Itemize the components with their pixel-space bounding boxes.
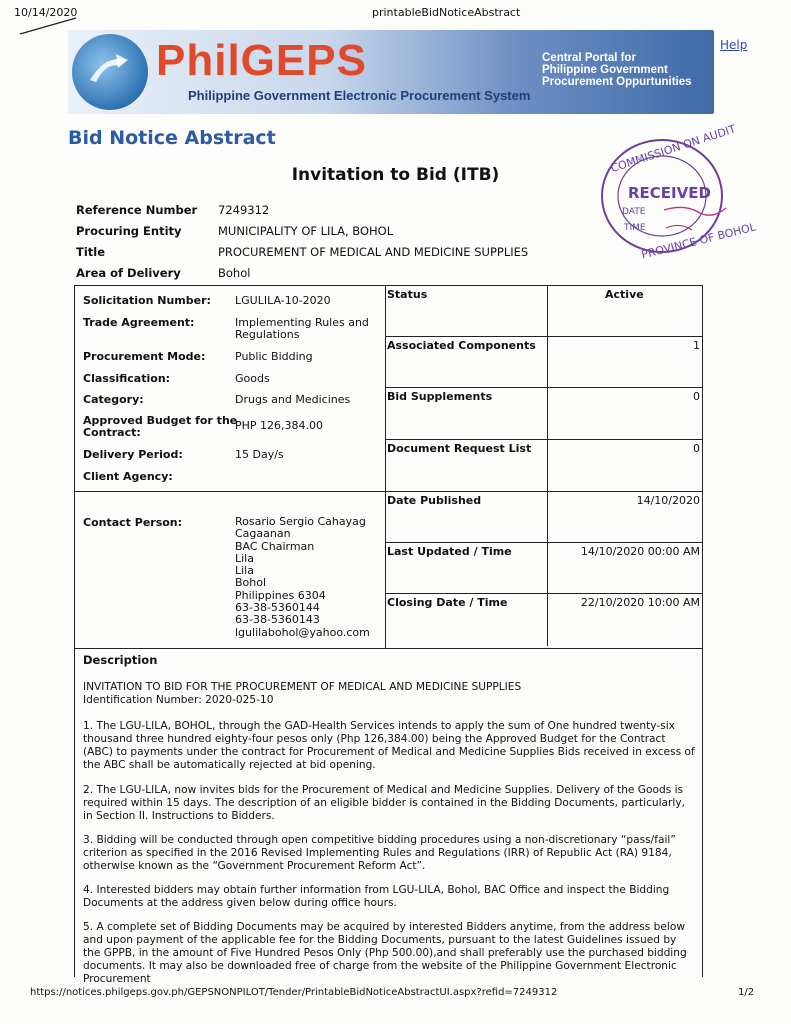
associated-label: Associated Components — [387, 339, 536, 352]
arrow-logo-icon — [86, 50, 130, 90]
published-value: 14/10/2020 — [636, 494, 700, 507]
paragraph-5: 5. A complete set of Bidding Documents may be acquired by interested Bidders anytime, from the address below and upon payment of the applicable fee for the Bidding Documents, pursuant to the latest Guidelines issued by the GPPB, in the amount of Five Hundred Pesos Only (Php 500.00),and shall preferably use the purchased bidding documents. It may also be downloaded free of charge from the website of the Philippine Government Electronic Procurement — [83, 921, 687, 985]
category-value: Drugs and Medicines — [235, 393, 351, 406]
row-line — [385, 336, 702, 337]
paragraph-2: 2. The LGU-LILA, now invites bids for the Procurement of Medical and Medicine Supplies. Delivery of the Goods is required within 15 days. The description of an eligible bidder is contained in the Bidding Documents, particularly, in Section II. Instructions to Bidders. — [83, 784, 685, 822]
trade-value-1: Implementing Rules and — [235, 316, 369, 329]
stamp-line-1: COMMISSION ON AUDIT — [609, 122, 738, 176]
portal-line-3: Procurement Oppurtunities — [542, 76, 692, 88]
portal-line-1: Central Portal for — [542, 52, 636, 64]
paragraph-4: 4. Interested bidders may obtain further information from LGU-LILA, Bohol, BAC Office and inspect the Bidding Documents at the address given below during office hours. — [83, 884, 670, 909]
document-title: Invitation to Bid (ITB) — [291, 165, 500, 185]
document-request-label: Document Request List — [387, 442, 532, 455]
description-heading: Description — [83, 653, 158, 667]
trade-label: Trade Agreement: — [83, 316, 195, 329]
area-label: Area of Delivery — [76, 266, 181, 280]
print-date: 10/14/2020 — [14, 6, 78, 19]
contact-line: BAC Chairman — [235, 539, 315, 553]
page-title: Bid Notice Abstract — [68, 127, 276, 149]
print-title: printableBidNoticeAbstract — [372, 6, 521, 19]
title-label: Title — [76, 245, 106, 259]
brand-subtitle: Philippine Government Electronic Procurement System — [188, 88, 531, 103]
published-label: Date Published — [387, 494, 482, 507]
contact-label: Contact Person: — [83, 516, 183, 529]
delivery-label: Delivery Period: — [83, 448, 183, 461]
page-number: 1/2 — [738, 987, 755, 998]
abc-value: PHP 126,384.00 — [235, 419, 324, 432]
stamp-time-label: TIME — [624, 223, 646, 233]
help-link[interactable]: Help — [720, 38, 748, 52]
updated-value: 14/10/2020 00:00 AM — [580, 545, 700, 558]
stamp-signature — [664, 207, 726, 215]
abc-label-1: Approved Budget for the — [83, 414, 238, 427]
portal-line-2: Philippine Government — [542, 64, 668, 76]
reference-value: 7249312 — [218, 203, 270, 217]
title-value: PROCUREMENT OF MEDICAL AND MEDICINE SUPPLIES — [218, 245, 529, 259]
row-line — [385, 542, 702, 543]
solicitation-label: Solicitation Number: — [83, 294, 211, 307]
contact-line: Lila — [235, 551, 254, 565]
mode-label: Procurement Mode: — [83, 350, 206, 363]
mode-value: Public Bidding — [235, 350, 313, 363]
contact-line: Lila — [235, 564, 254, 578]
details-table — [74, 285, 703, 649]
closing-value: 22/10/2020 10:00 AM — [580, 596, 700, 609]
paragraph-3: 3. Bidding will be conducted through open competitive bidding procedures using a non-discretionary “pass/fail” criterion as specified in the 2016 Revised Implementing Rules and Regulations (IRR) of Republic Act (RA) 9184, otherwise known as the “Government Procurement Reform Act”. — [83, 834, 676, 872]
closing-label: Closing Date / Time — [387, 596, 508, 609]
description-section — [74, 647, 703, 985]
contact-line: Philippines 6304 — [235, 588, 326, 602]
category-label: Category: — [83, 393, 144, 406]
contact-line: Rosario Sergio Cahayag — [235, 515, 366, 528]
delivery-value: 15 Day/s — [235, 448, 284, 461]
contact-line: 63-38-5360144 — [235, 601, 320, 615]
classification-label: Classification: — [83, 372, 171, 385]
stamp-signature-2 — [666, 225, 692, 230]
stamp-line-2: RECEIVED — [628, 184, 711, 202]
brand-name: PhilGEPS — [156, 36, 367, 85]
contact-line: Bohol — [235, 576, 267, 590]
stamp-date-label: DATE — [622, 207, 646, 217]
contact-line: 63-38-5360143 — [235, 613, 320, 627]
row-line — [385, 593, 702, 594]
supplements-value: 0 — [693, 390, 700, 403]
trade-value-2: Regulations — [235, 328, 300, 341]
supplements-label: Bid Supplements — [387, 390, 493, 403]
associated-value: 1 — [693, 339, 700, 352]
classification-value: Goods — [235, 372, 270, 385]
paragraph-1: 1. The LGU-LILA, BOHOL, through the GAD-Health Services intends to apply the sum of One hundred twenty-six thousand three hundred eighty-four pesos only (Php 126,384.00) being the Approved Budget for the Contract (ABC) to payments under the contract for Procurement of Medical and Medicine Supplies Bids received in excess of the ABC shall be automatically rejected at bid opening. — [83, 720, 695, 771]
updated-label: Last Updated / Time — [387, 545, 512, 558]
intro-line-1: INVITATION TO BID FOR THE PROCUREMENT OF MEDICAL AND MEDICINE SUPPLIES — [83, 681, 522, 693]
intro-line-2: Identification Number: 2020-025-10 — [83, 694, 274, 706]
contact-line: Cagaanan — [235, 527, 291, 541]
status-label: Status — [387, 288, 428, 301]
row-line — [75, 491, 702, 492]
footer-url[interactable]: https://notices.philgeps.gov.ph/GEPSNONPILOT/Tender/PrintableBidNoticeAbstractUI.aspx?refid=7249312 — [30, 987, 558, 998]
status-value: Active — [605, 288, 644, 301]
philgeps-banner — [68, 30, 714, 114]
entity-label: Procuring Entity — [76, 224, 182, 238]
row-line — [385, 387, 702, 388]
contact-email[interactable]: lgulilabohol@yahoo.com — [235, 625, 370, 639]
description-intro — [83, 681, 695, 707]
row-line — [385, 439, 702, 440]
area-value: Bohol — [218, 266, 251, 280]
portal-tagline — [542, 52, 692, 88]
client-label: Client Agency: — [83, 470, 173, 483]
status-divider — [547, 286, 548, 646]
entity-value: MUNICIPALITY OF LILA, BOHOL — [218, 224, 394, 238]
contact-details — [235, 516, 370, 639]
solicitation-value: LGULILA-10-2020 — [235, 294, 331, 307]
abc-label-2: Contract: — [83, 426, 141, 439]
received-stamp — [594, 122, 758, 264]
document-request-value: 0 — [693, 442, 700, 455]
stamp-line-3: PROVINCE OF BOHOL — [640, 220, 758, 262]
reference-label: Reference Number — [76, 203, 198, 217]
